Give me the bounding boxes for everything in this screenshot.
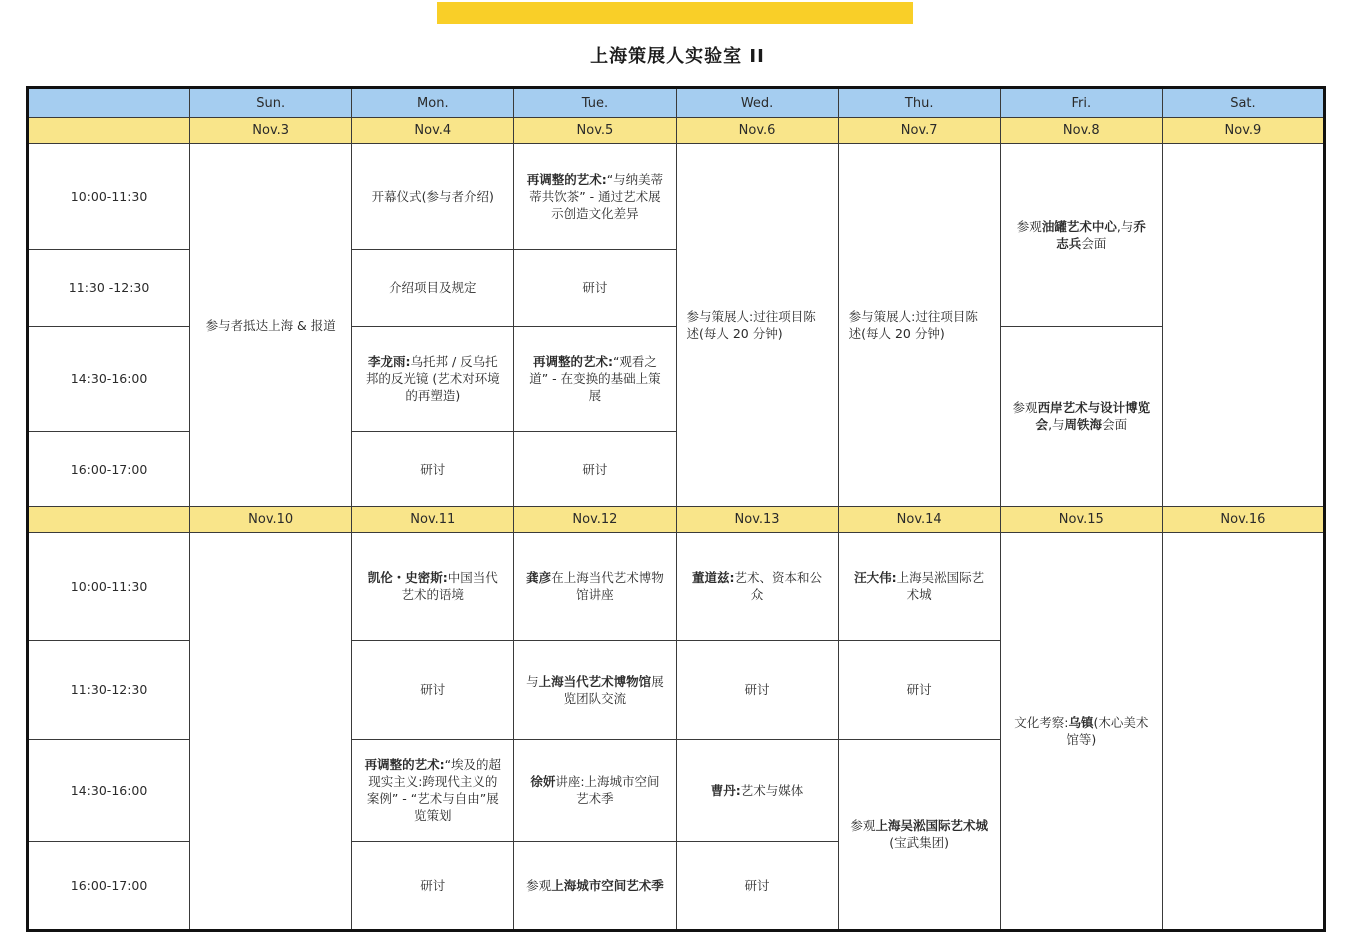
week2-slot-row	[28, 532, 1325, 640]
date-cell: Nov.11	[352, 507, 514, 532]
time-slot: 11:30-12:30	[28, 640, 190, 739]
time-slot: 16:00-17:00	[28, 431, 190, 507]
date-cell: Nov.9	[1162, 118, 1324, 143]
event-cell	[838, 532, 1000, 640]
event-lead: 再调整的艺术:	[364, 757, 445, 773]
event-text: 参观	[850, 818, 876, 834]
event-cell	[190, 532, 352, 930]
event-text: (宝武集团)	[889, 835, 950, 851]
event-lead: 上海城市空间艺术季	[551, 877, 664, 893]
day-header-thu: Thu.	[838, 88, 1000, 118]
event-cell	[514, 640, 676, 739]
date-cell: Nov.15	[1000, 507, 1162, 532]
event-cell: 参与者抵达上海 & 报道	[190, 143, 352, 507]
event-cell: 参与策展人:过往项目陈述(每人 20 分钟)	[676, 143, 838, 507]
event-cell	[676, 532, 838, 640]
date-cell: Nov.4	[352, 118, 514, 143]
event-cell: 研讨	[352, 841, 514, 930]
event-text: 展览团队交流	[563, 673, 664, 706]
top-accent-bar	[437, 2, 913, 24]
day-header-mon: Mon.	[352, 88, 514, 118]
event-cell: 参与策展人:过往项目陈述(每人 20 分钟)	[838, 143, 1000, 507]
event-text: 讲座:上海城市空间艺术季	[555, 774, 660, 807]
event-cell	[1162, 143, 1324, 507]
event-lead: 再调整的艺术:	[526, 171, 607, 187]
date-cell	[28, 118, 190, 143]
event-cell	[1000, 326, 1162, 507]
date-cell: Nov.12	[514, 507, 676, 532]
event-cell: 研讨	[352, 431, 514, 507]
event-text: 中国当代艺术的语境	[401, 570, 498, 603]
event-lead: 汪大伟:	[854, 570, 897, 586]
event-cell: 研讨	[352, 640, 514, 739]
event-cell	[1000, 143, 1162, 326]
day-header-empty	[28, 88, 190, 118]
event-lead: 乔志兵	[1056, 218, 1146, 251]
event-text: ,与	[1048, 417, 1065, 433]
time-slot: 11:30 -12:30	[28, 249, 190, 326]
event-lead: 周铁海	[1064, 417, 1103, 433]
event-text: “观看之道” - 在变换的基础上策展	[529, 354, 661, 404]
day-header-wed: Wed.	[676, 88, 838, 118]
event-cell	[1162, 532, 1324, 930]
day-header-fri: Fri.	[1000, 88, 1162, 118]
day-header-sat: Sat.	[1162, 88, 1324, 118]
week2-date-row	[28, 507, 1325, 532]
page-title: 上海策展人实验室 II	[590, 46, 765, 67]
event-lead: 再调整的艺术:	[532, 354, 613, 370]
event-cell: 研讨	[676, 841, 838, 930]
time-slot: 10:00-11:30	[28, 532, 190, 640]
event-lead: 西岸艺术与设计博览会	[1035, 400, 1151, 433]
event-cell: 介绍项目及规定	[352, 249, 514, 326]
event-cell: 研讨	[838, 640, 1000, 739]
event-cell	[352, 326, 514, 431]
date-cell: Nov.8	[1000, 118, 1162, 143]
event-text: “埃及的超现实主义:跨现代主义的案例” - “艺术与自由”展览策划	[366, 757, 502, 824]
event-text: 文化考察:	[1014, 714, 1069, 730]
event-text: 参观	[1012, 400, 1038, 416]
schedule-table	[26, 86, 1326, 932]
date-cell: Nov.3	[190, 118, 352, 143]
event-text: 与	[526, 673, 539, 689]
event-text: 艺术与媒体	[740, 782, 804, 798]
event-text: 参观	[1016, 218, 1042, 234]
date-cell	[28, 507, 190, 532]
event-cell	[514, 326, 676, 431]
event-lead: 油罐艺术中心	[1041, 218, 1117, 234]
event-lead: 李龙雨:	[367, 354, 411, 370]
event-cell	[838, 739, 1000, 930]
date-cell: Nov.7	[838, 118, 1000, 143]
date-cell: Nov.16	[1162, 507, 1324, 532]
event-lead: 凯伦・史密斯:	[367, 570, 448, 586]
date-cell: Nov.5	[514, 118, 676, 143]
event-cell	[514, 532, 676, 640]
time-slot: 14:30-16:00	[28, 326, 190, 431]
event-lead: 徐妍	[530, 774, 556, 790]
event-cell	[352, 532, 514, 640]
event-lead: 上海吴淞国际艺术城	[875, 818, 988, 834]
date-cell: Nov.6	[676, 118, 838, 143]
event-cell	[352, 739, 514, 841]
event-text: 在上海当代艺术博物馆讲座	[551, 570, 664, 603]
event-cell: 研讨	[514, 249, 676, 326]
date-cell: Nov.13	[676, 507, 838, 532]
date-cell: Nov.14	[838, 507, 1000, 532]
day-header-sun: Sun.	[190, 88, 352, 118]
event-lead: 曹丹:	[710, 782, 741, 798]
event-lead: 乌镇	[1068, 714, 1094, 730]
event-cell	[514, 841, 676, 930]
week1-date-row	[28, 118, 1325, 143]
event-cell	[514, 143, 676, 249]
date-cell: Nov.10	[190, 507, 352, 532]
event-text: (木心美术馆等)	[1066, 714, 1149, 747]
event-lead: 上海当代艺术博物馆	[538, 673, 652, 689]
event-lead: 龚彦	[526, 570, 552, 586]
event-text: 上海吴淞国际艺术城	[896, 570, 985, 603]
time-slot: 16:00-17:00	[28, 841, 190, 930]
event-text: 会面	[1081, 235, 1107, 251]
week1-slot-row	[28, 143, 1325, 249]
time-slot: 10:00-11:30	[28, 143, 190, 249]
day-header-row	[28, 88, 1325, 118]
event-text: “与纳美蒂蒂共饮茶” - 通过艺术展示创造文化差异	[529, 171, 664, 221]
event-text: 会面	[1102, 417, 1128, 433]
event-lead: 董道兹:	[692, 570, 735, 586]
event-text: 参观	[526, 877, 552, 893]
event-text: 乌托邦 / 反乌托邦的反光镜 (艺术对环境的再塑造)	[365, 354, 500, 404]
event-text: ,与	[1116, 218, 1134, 234]
event-cell: 研讨	[514, 431, 676, 507]
day-header-tue: Tue.	[514, 88, 676, 118]
event-cell: 开幕仪式(参与者介绍)	[352, 143, 514, 249]
event-text: 艺术、资本和公众	[734, 570, 823, 603]
time-slot: 14:30-16:00	[28, 739, 190, 841]
event-cell: 研讨	[676, 640, 838, 739]
event-cell	[1000, 532, 1162, 930]
event-cell	[514, 739, 676, 841]
event-cell	[676, 739, 838, 841]
